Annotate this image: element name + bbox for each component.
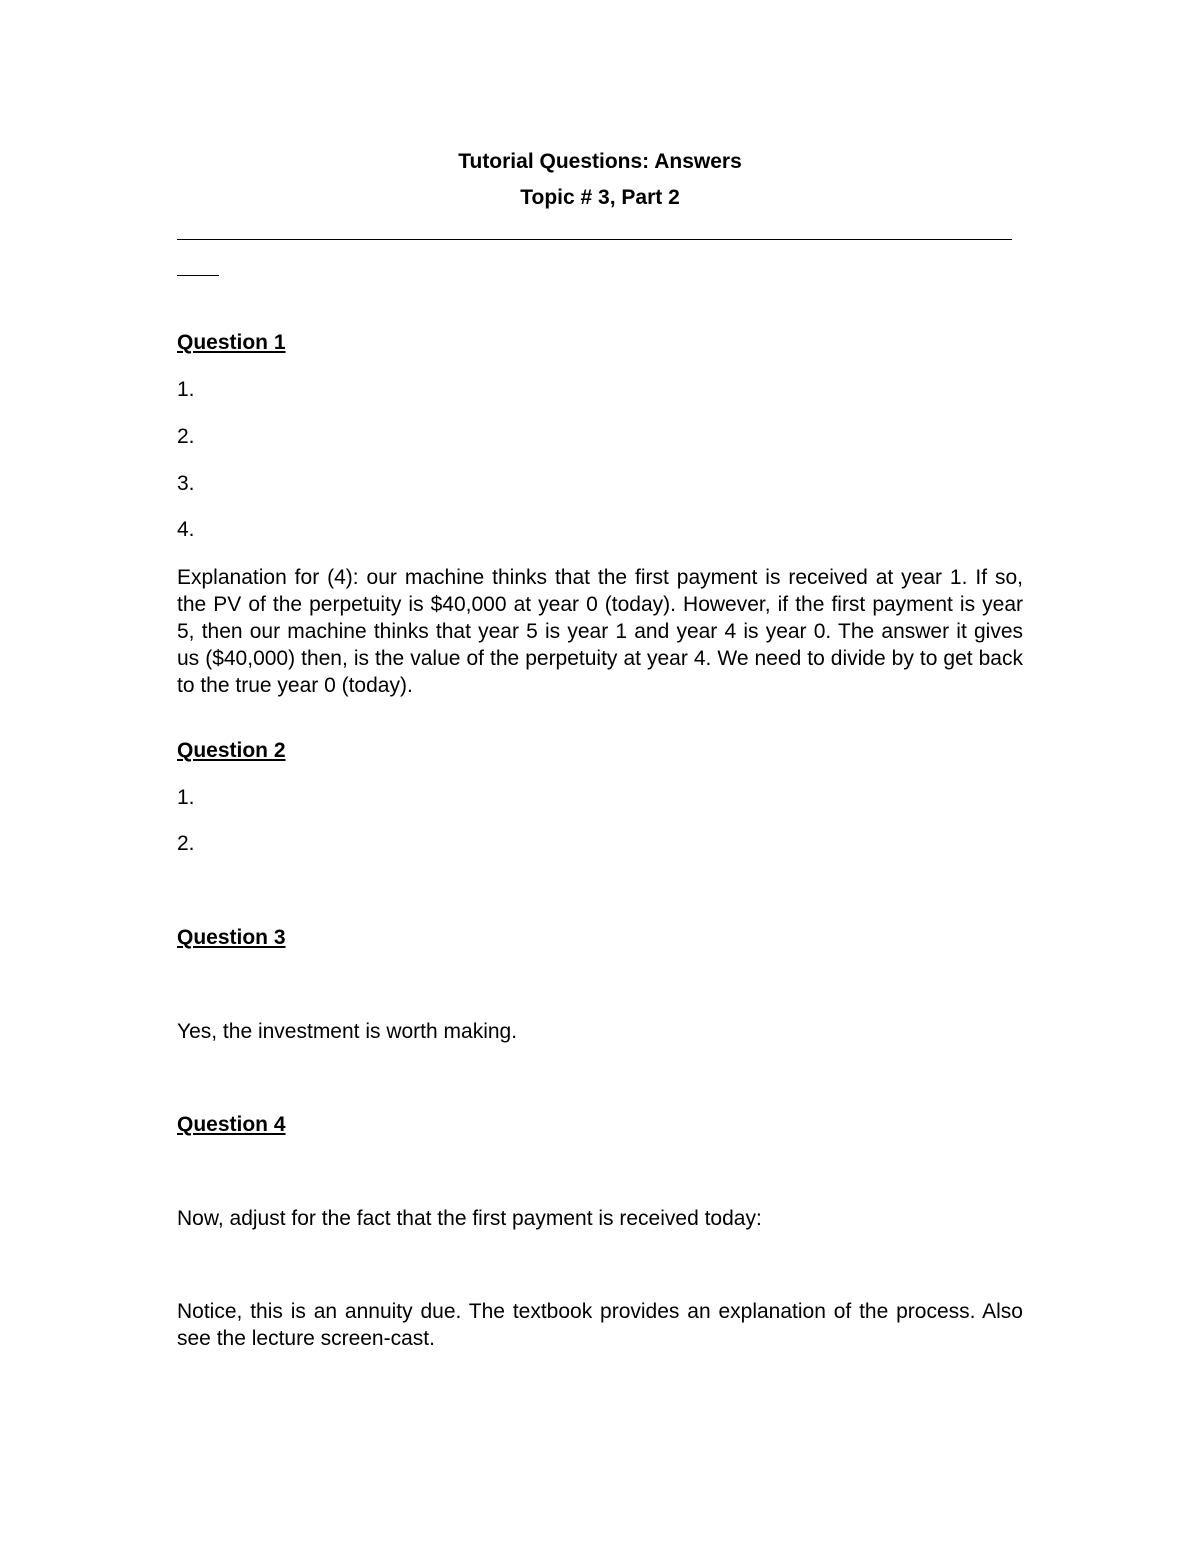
question-4-heading: Question 4 bbox=[177, 1113, 286, 1136]
question-3-answer: Yes, the investment is worth making. bbox=[177, 1020, 518, 1043]
question-1-item-1: 1. bbox=[177, 378, 195, 401]
question-1-item-4: 4. bbox=[177, 518, 195, 541]
horizontal-rule bbox=[177, 239, 1012, 240]
question-1-item-3: 3. bbox=[177, 472, 195, 495]
document-subtitle: Topic # 3, Part 2 bbox=[520, 186, 680, 209]
horizontal-rule-continuation bbox=[177, 275, 219, 276]
question-2-item-2: 2. bbox=[177, 832, 195, 855]
question-4-notice-text: Notice, this is an annuity due. The textbook provides an explanation of the process. Also see the lecture screen-cast. bbox=[177, 1300, 1023, 1350]
document-title: Tutorial Questions: Answers bbox=[458, 150, 742, 173]
question-2-item-1: 1. bbox=[177, 786, 195, 809]
question-1-explanation: Explanation for (4): our machine thinks that the first payment is received at year 1. If so, the PV of the perpetuity is $40,000 at year 0 (today). However, if the first payment is year 5, then our machine thinks that year 5 is year 1 and year 4 is year 0. The answer it gives us ($40,000) then, is the value of the perpetuity at year 4. We need to divide by to get back to the true year 0 (today). bbox=[177, 566, 1023, 697]
question-1-heading: Question 1 bbox=[177, 331, 286, 354]
question-3-heading: Question 3 bbox=[177, 926, 286, 949]
question-1-item-2: 2. bbox=[177, 425, 195, 448]
question-2-heading: Question 2 bbox=[177, 739, 286, 762]
question-4-adjust-text: Now, adjust for the fact that the first payment is received today: bbox=[177, 1207, 762, 1230]
